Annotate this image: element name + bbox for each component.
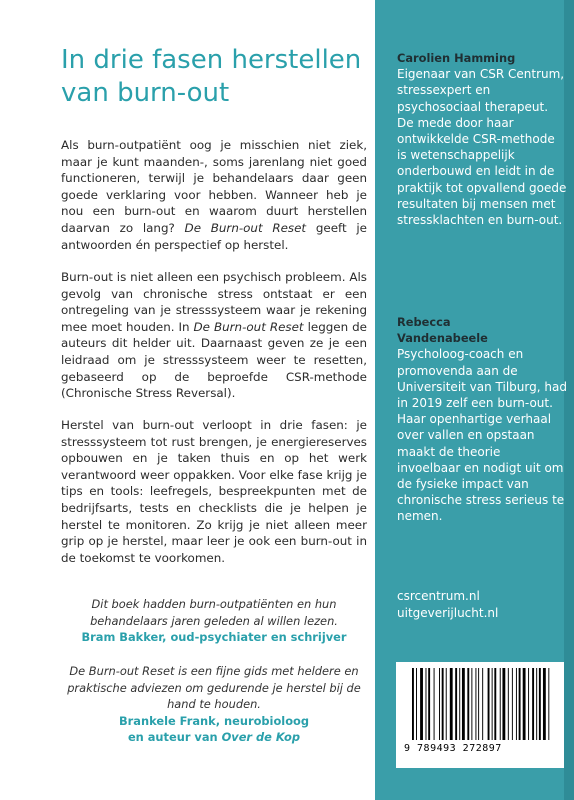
barcode-bars-icon [402, 668, 558, 744]
author-bio-carolien [397, 50, 567, 228]
barcode [396, 662, 564, 768]
author-name-line2: Vandenabeele [397, 331, 488, 346]
quote-2 [61, 663, 367, 746]
author-name: Carolien Hamming [397, 51, 516, 65]
paragraph-run: Herstel van burn-out verloopt in drie fasen: je stresssysteem tot rust brengen, je energiereserves opbouwen en je taken thuis en op het werk verantwoord weer oppakken. Voor elke fase krijg je tips en tools: leefregels, bespreekpunten met de bedrijfsarts, tests en checklists die je helpen je herstel te monitoren. Zo krijg je niet alleen meer grip op je herstel, maar leer je ook een burn-out in de toekomst te voorkomen. [61, 418, 367, 565]
quote-2-author-line2 [61, 729, 367, 746]
author-name-line1: Rebecca [397, 315, 451, 329]
quote-1-author: Bram Bakker, oud-psychiater en schrijver [81, 630, 347, 644]
isbn-number: 9 789493 272897 [404, 743, 502, 754]
link-uitgeverijlucht[interactable]: uitgeverijlucht.nl [397, 605, 499, 620]
paragraph-run: Burn-out is niet alleen een psychisch probleem. Als gevolg van chronische stress ontstaat er een ontregeling van je stresssysteem waar je rekening mee moet houden. In [61, 270, 367, 334]
quote-1 [61, 596, 367, 646]
paragraph-run: Als burn-outpatiënt oog je misschien niet ziek, maar je kunt maanden-, soms jarenlang niet goed functioneren, terwijl je behandelaars daar geen goede verklaring voor hebben. Wanneer heb je nou een burn-out en waarom duurt herstellen daarvan zo lang? [61, 138, 367, 235]
quote-2-author-prefix: en auteur van [127, 730, 222, 744]
paragraph-3 [61, 417, 367, 566]
link-csrcentrum[interactable]: csrcentrum.nl [397, 589, 480, 603]
paragraph-run: geeft je antwoorden én perspectief op herstel. [61, 220, 367, 252]
website-links [397, 588, 498, 621]
quote-1-text: Dit boek hadden burn-outpatiënten en hun behandelaars jaren geleden al willen lezen. [90, 597, 338, 628]
quote-2-author-line1: Brankele Frank, neurobioloog [119, 713, 309, 728]
author-bio-rebecca [397, 314, 567, 525]
page-title: In drie fasen herstellen van burn-out [61, 45, 362, 108]
book-title-italic: De Burn-out Reset [193, 319, 304, 334]
paragraph-2 [61, 269, 367, 402]
quote-2-book-title: Over de Kop [221, 730, 301, 744]
paragraph-run: leggen de auteurs dit helder uit. Daarnaast geven ze je een leidraad om je stresssysteem weer te resetten, gebaseerd op de beproefde CSR-methode (Chronische Stress Reversal). [61, 319, 367, 401]
paragraph-1 [61, 137, 367, 253]
author-bio-text: Psycholoog-coach en promovenda aan de Universiteit van Tilburg, had in 2019 zelf een burn-out. Haar openhartige verhaal over vallen en opstaan maakt de theorie invoelbaar en nodigt uit om de fysieke impact van chronische stress serieus te nemen. [397, 347, 567, 524]
book-title-italic: De Burn-out Reset [184, 220, 307, 235]
quote-2-text: De Burn-out Reset is een fijne gids met heldere en praktische adviezen om gedurende je herstel bij de hand te houden. [67, 664, 361, 711]
author-bio-text: Eigenaar van CSR Centrum, stressexpert en psychosociaal therapeut. De mede door haar ontwikkelde CSR-methode is wetenschappelijk onderbouwd en leidt in de praktijk tot opvallend goede resultaten bij mensen met stressklachten en burn-out. [397, 67, 567, 228]
